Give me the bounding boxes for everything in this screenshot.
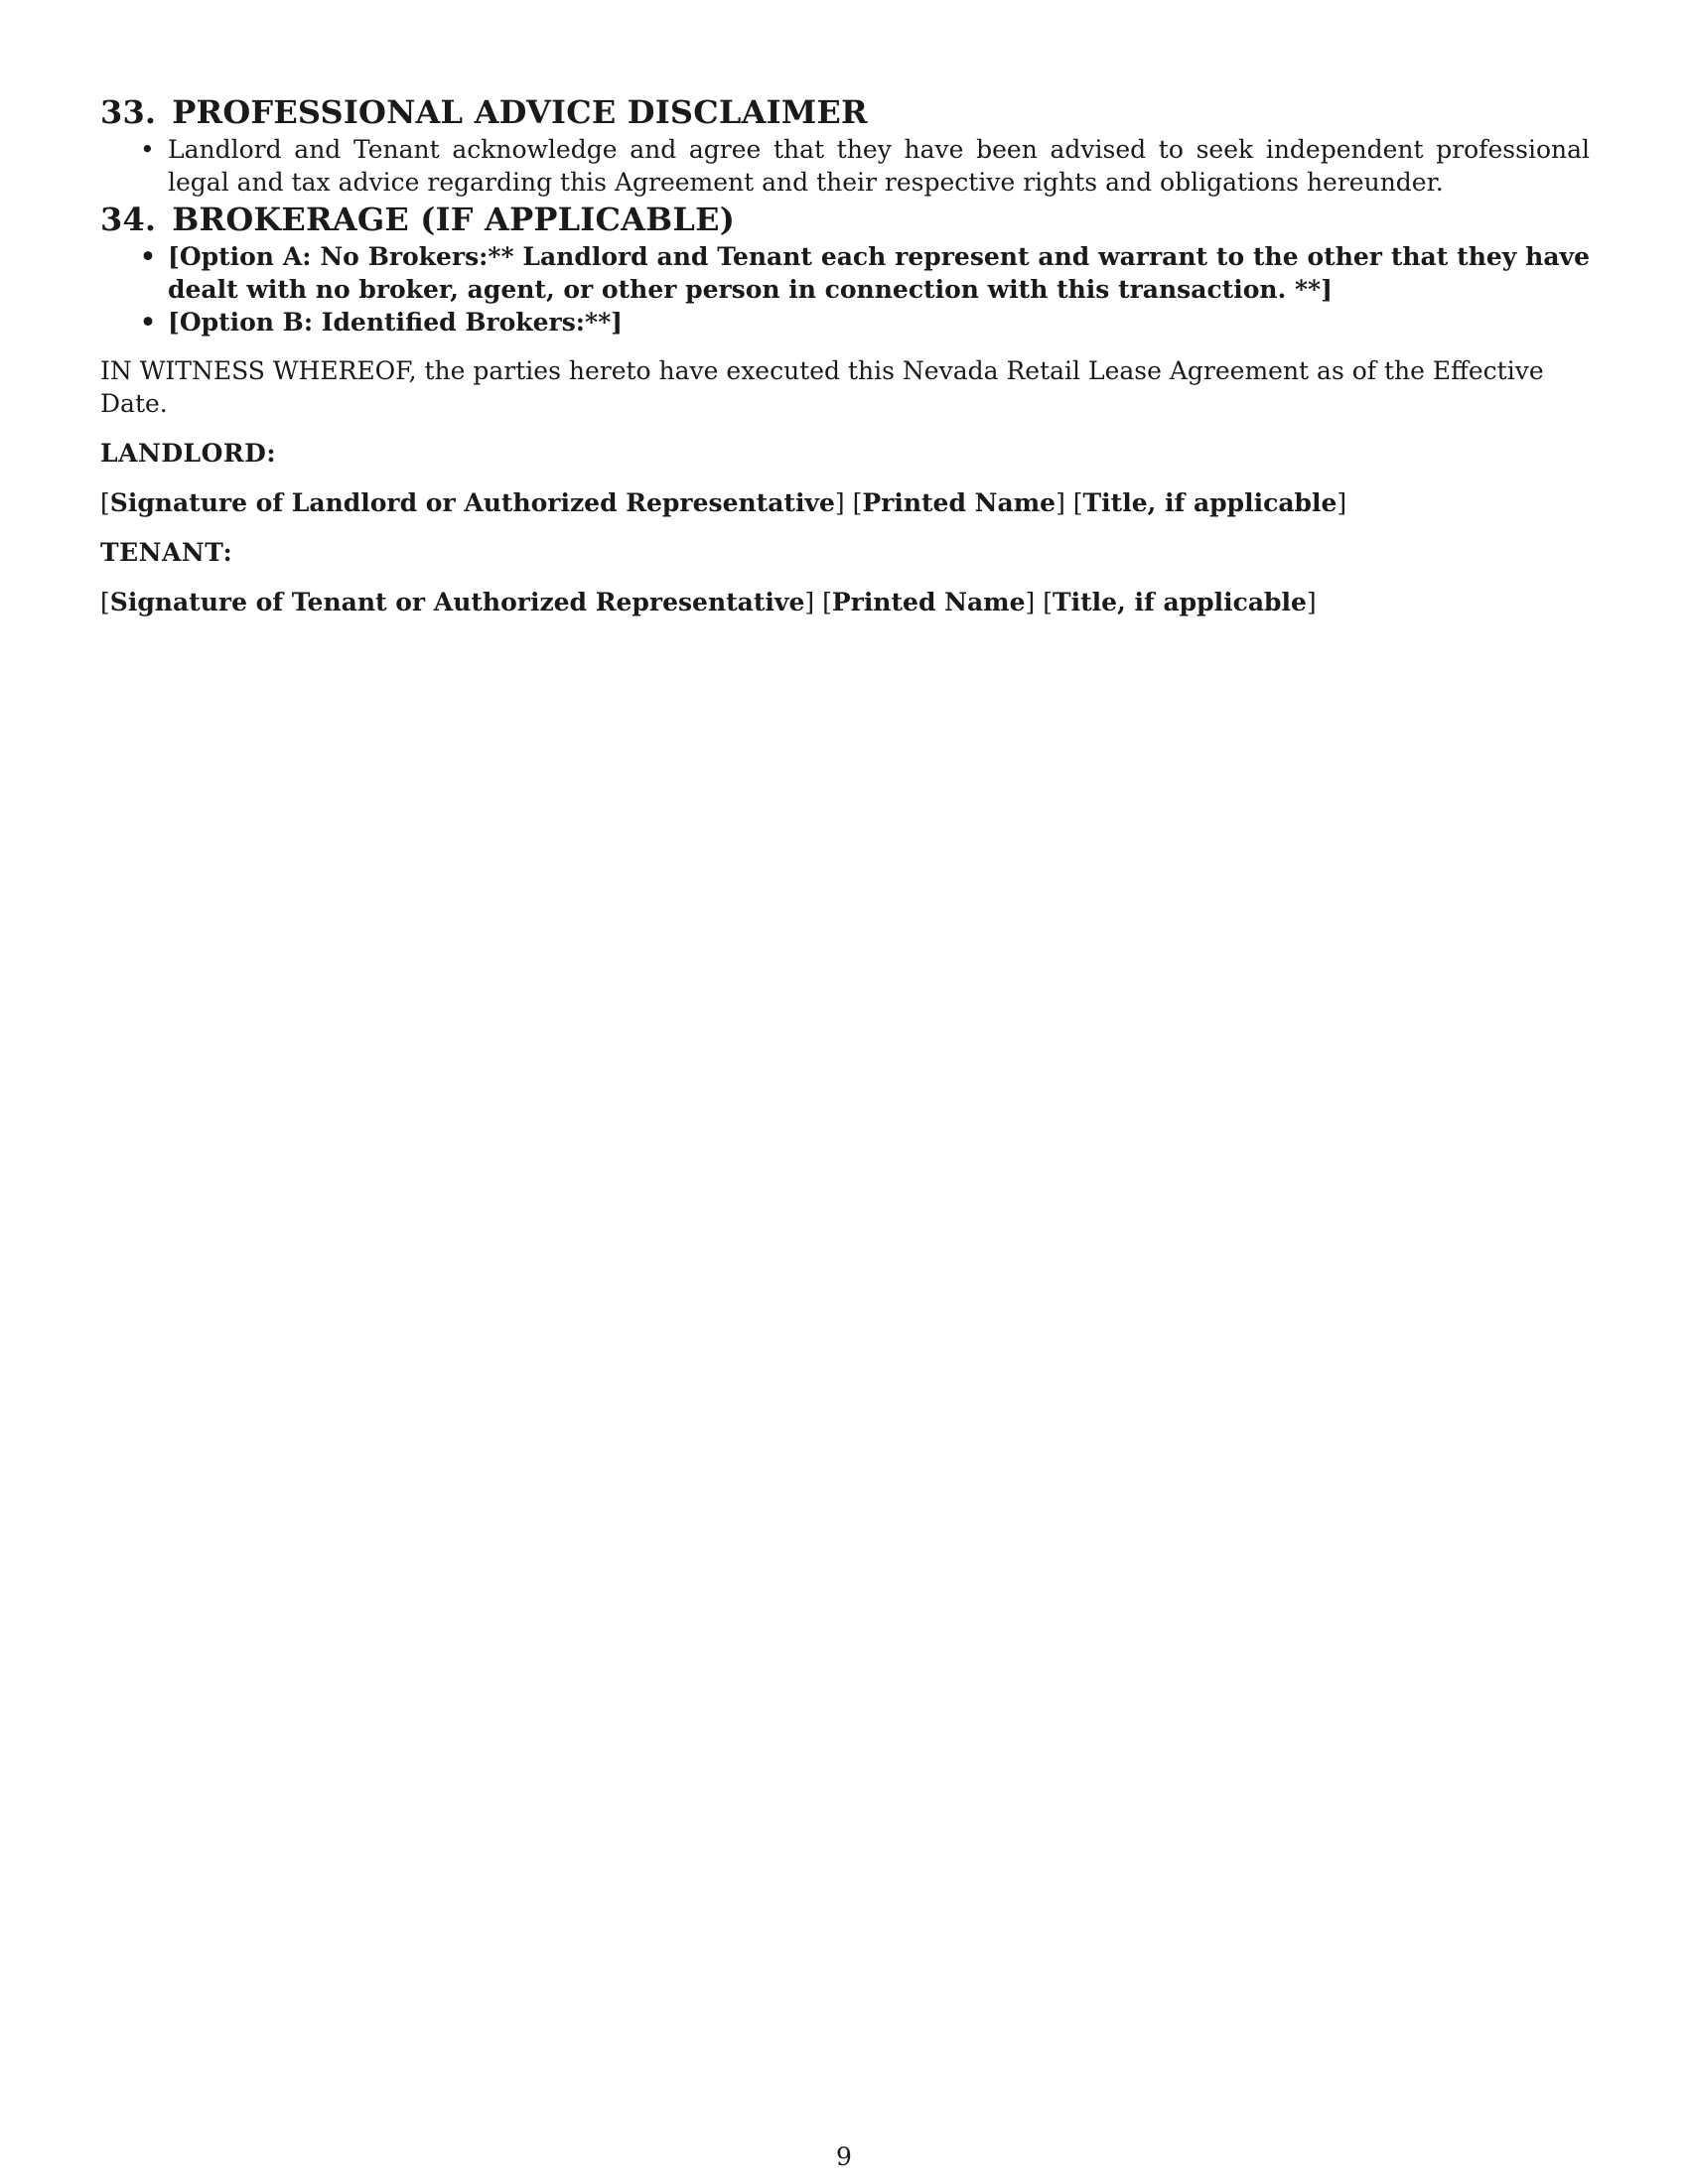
section-33-title: PROFESSIONAL ADVICE DISCLAIMER xyxy=(172,93,868,131)
tenant-signature-line xyxy=(100,586,1590,618)
landlord-signature-placeholder: Signature of Landlord or Authorized Representative xyxy=(109,488,835,517)
bracket: [ xyxy=(100,588,110,616)
section-34-bullet-1: [Option A: No Brokers:** Landlord and Tenant each represent and warrant to the other that they have dealt with no broker, agent, or other person in connection with this transaction. **] xyxy=(168,242,1590,304)
bracket: [ xyxy=(1043,588,1054,616)
tenant-label: TENANT: xyxy=(100,538,233,567)
section-34-title: BROKERAGE (IF APPLICABLE) xyxy=(172,201,736,238)
tenant-title-placeholder: Title, if applicable xyxy=(1053,588,1307,616)
bracket: ] xyxy=(1025,588,1036,616)
bullet-icon: • xyxy=(140,135,155,164)
witness-statement: IN WITNESS WHEREOF, the parties hereto have executed this Nevada Retail Lease Agreement as of the Effective Date. xyxy=(100,356,1544,418)
landlord-signature-line xyxy=(100,486,1590,519)
list-item xyxy=(100,240,1590,306)
bracket: ] xyxy=(834,488,845,517)
bracket: [ xyxy=(100,488,110,517)
document-page xyxy=(100,91,1590,618)
section-34-list xyxy=(100,240,1590,339)
section-34-number: 34. xyxy=(100,201,157,238)
bracket: [ xyxy=(852,488,863,517)
section-34-bullet-2: [Option B: Identified Brokers:**] xyxy=(168,308,623,337)
section-33-heading xyxy=(100,91,1590,133)
list-item xyxy=(100,133,1590,199)
page-number: 9 xyxy=(836,2142,852,2171)
section-34-heading xyxy=(100,199,1590,240)
bracket: ] xyxy=(1336,488,1347,517)
bracket: ] xyxy=(1055,488,1065,517)
bracket: [ xyxy=(1072,488,1083,517)
bracket: [ xyxy=(822,588,832,616)
bracket: ] xyxy=(1306,588,1317,616)
section-33-list xyxy=(100,133,1590,199)
tenant-signature-placeholder: Signature of Tenant or Authorized Representative xyxy=(109,588,805,616)
tenant-printed-name-placeholder: Printed Name xyxy=(831,588,1026,616)
section-33-bullet-1: Landlord and Tenant acknowledge and agree that they have been advised to seek independent professional legal and tax advice regarding this Agreement and their respective rights and obligations hereunder. xyxy=(168,135,1590,197)
landlord-printed-name-placeholder: Printed Name xyxy=(862,488,1056,517)
bullet-icon: • xyxy=(140,308,156,337)
bullet-icon: • xyxy=(140,242,156,271)
bracket: ] xyxy=(804,588,815,616)
section-33-number: 33. xyxy=(100,93,157,131)
landlord-title-placeholder: Title, if applicable xyxy=(1082,488,1337,517)
landlord-label: LANDLORD: xyxy=(100,439,277,468)
list-item xyxy=(100,306,1590,339)
